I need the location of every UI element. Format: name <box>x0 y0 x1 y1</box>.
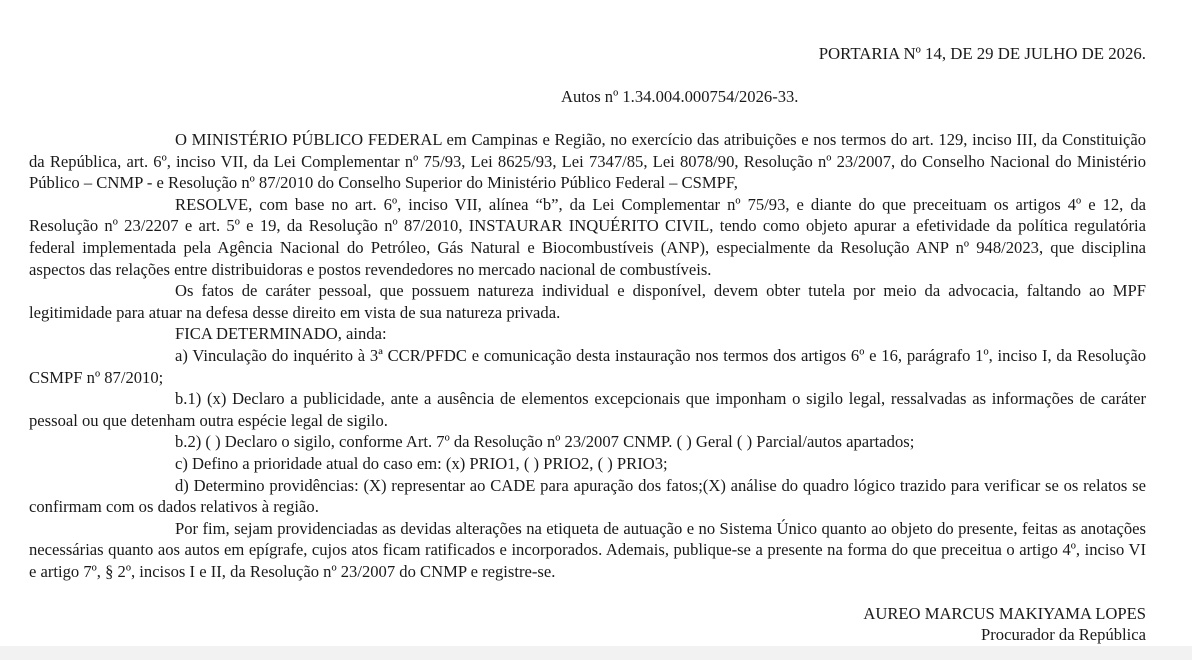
document-body <box>29 129 1146 582</box>
item-a: a) Vinculação do inquérito à 3ª CCR/PFDC e comunicação desta instauração nos termos dos artigos 6º e 16, parágrafo 1º, inciso I, da Resolução CSMPF nº 87/2010; <box>29 345 1146 387</box>
ordinance-title: PORTARIA Nº 14, DE 29 DE JULHO DE 2026. <box>818 44 1146 63</box>
paragraph-preamble: O MINISTÉRIO PÚBLICO FEDERAL em Campinas e Região, no exercício das atribuições e nos termos do art. 129, inciso III, da Constituição da República, art. 6º, inciso VII, da Lei Complementar nº 75/93, Lei 8625/93, Lei 7347/85, Lei 8078/90, Resolução nº 23/2007, do Conselho Nacional do Ministério Público – CNMP - e Resolução nº 87/2010 do Conselho Superior do Ministério Público Federal – CSMPF, <box>29 130 1146 193</box>
signatory-name: AUREO MARCUS MAKIYAMA LOPES <box>863 604 1146 623</box>
case-number: Autos nº 1.34.004.000754/2026-33. <box>561 87 799 106</box>
signatory-role: Procurador da República <box>981 625 1146 644</box>
item-b2: b.2) ( ) Declaro o sigilo, conforme Art. 7º da Resolução nº 23/2007 CNMP. ( ) Geral ( ) Parcial/autos apartados; <box>175 432 915 452</box>
item-d: d) Determino providências: (X) representar ao CADE para apuração dos fatos;(X) análise do quadro lógico trazido para verificar se os relatos se confirmam com os dados relativos à região. <box>29 475 1146 517</box>
paragraph-determined: FICA DETERMINADO, ainda: <box>175 324 387 344</box>
item-b1: b.1) (x) Declaro a publicidade, ante a ausência de elementos excepcionais que imponham o sigilo legal, ressalvadas as informações de caráter pessoal ou que detenham outra espécie legal de sigilo. <box>29 389 1146 430</box>
signature-block <box>863 603 1146 645</box>
paragraph-closing: Por fim, sejam providenciadas as devidas alterações na etiqueta de autuação e no Sistema Único quanto ao objeto do presente, feitas as anotações necessárias quanto aos autos em epígrafe, cujos atos ficam ratificados e incorporados. Ademais, publique-se a presente na forma do que preceitua o artigo 4º, inciso VI e artigo 7º, § 2º, incisos I e II, da Resolução nº 23/2007 do CNMP e registre-se. <box>29 518 1146 581</box>
paragraph-personal-facts: Os fatos de caráter pessoal, que possuem natureza individual e disponível, devem obter tutela por meio da advocacia, faltando ao MPF legitimidade para atuar na defesa desse direito em vista de sua natureza privada. <box>29 281 1146 322</box>
paragraph-resolve: RESOLVE, com base no art. 6º, inciso VII, alínea “b”, da Lei Complementar nº 75/93, e diante do que preceituam os artigos 4º e 12, da Resolução nº 23/2207 e art. 5º e 19, da Resolução nº 87/2010, INSTAURAR INQUÉRITO CIVIL, tendo como objeto apurar a efetividade da política regulatória federal implementada pela Agência Nacional do Petróleo, Gás Natural e Biocombustíveis (ANP), especialmente da Resolução ANP nº 948/2023, que disciplina aspectos das relações entre distribuidoras e postos revendedores no mercado nacional de combustíveis. <box>29 194 1146 279</box>
page-bottom-divider <box>0 646 1192 660</box>
item-c: c) Defino a prioridade atual do caso em: (x) PRIO1, ( ) PRIO2, ( ) PRIO3; <box>175 453 668 473</box>
